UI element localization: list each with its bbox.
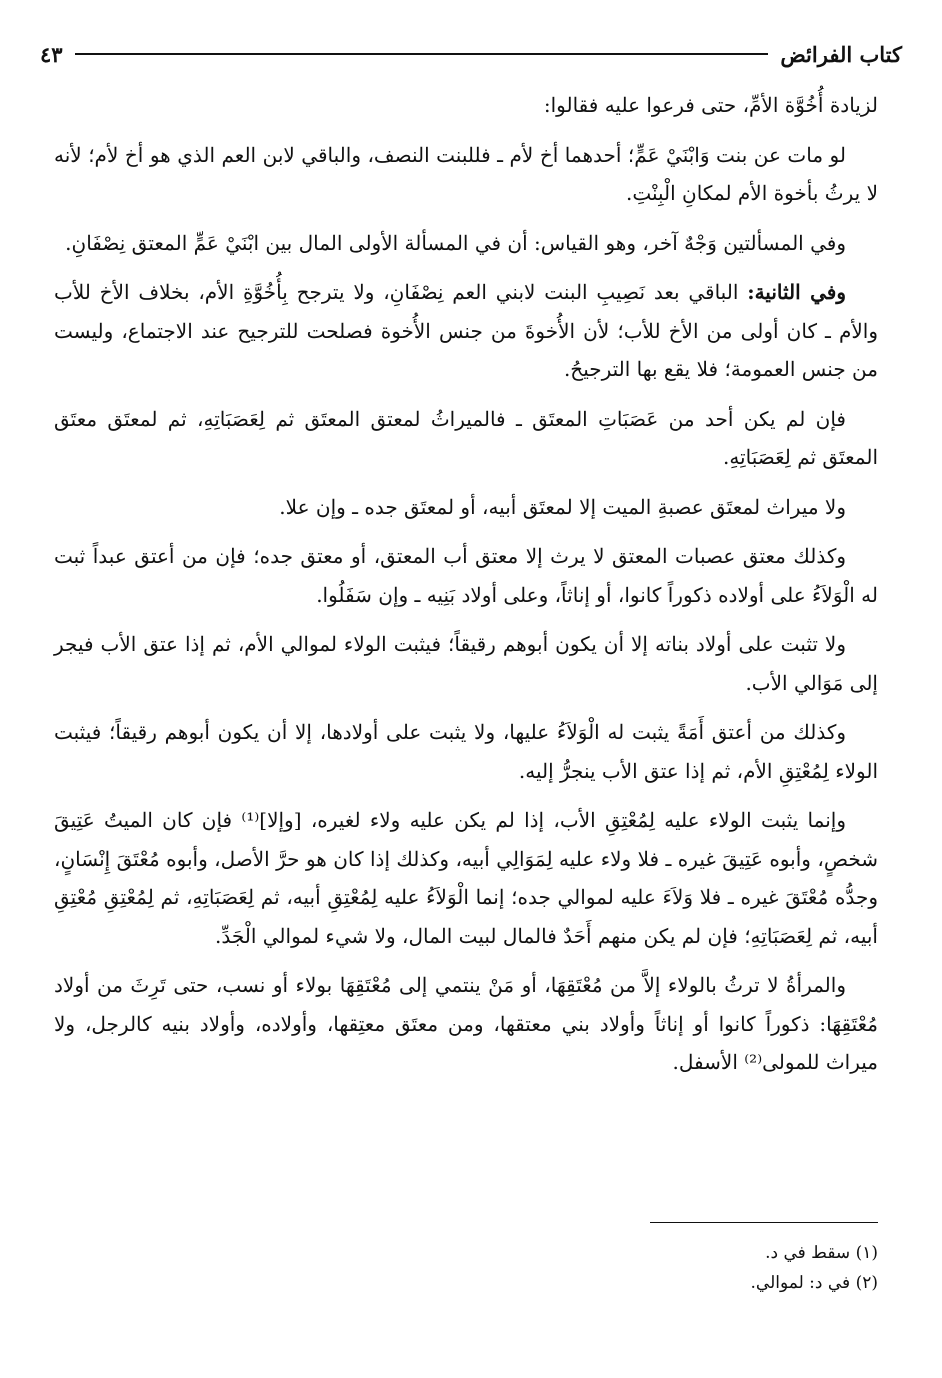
page-number: ٤٣ <box>40 41 63 67</box>
paragraph-7: وكذلك معتق عصبات المعتق لا يرث إلا معتق أب المعتق، أو معتق جده؛ فإن من أعتق عبداً ثبت له الْوَلاَءُ على أولاده ذكوراً كانوا، أو إناثاً، وعلى أولاد بَنِيه ـ وإن سَفَلُوا. <box>54 544 878 607</box>
paragraph-lead-word: وفي الثانية: <box>747 280 847 304</box>
body-text <box>54 86 878 1093</box>
page-header <box>40 34 902 74</box>
header-rule <box>75 53 769 55</box>
paragraph-3: وفي المسألتين وَجْهٌ آخر، وهو القياس: أن في المسألة الأولى المال بين ابْنَيْ عَمٍّ المعتق نِصْفَانِ. <box>65 230 846 255</box>
paragraph-9: وكذلك من أعتق أَمَةً يثبت له الْوَلاَءُ عليها، ولا يثبت على أولادها، إلا أن يكون أبوهم رقيقاً؛ فيثبت الولاء لِمُعْتِقِ الأم، ثم إذا عتق الأب ينجرُّ إليه. <box>54 720 878 783</box>
footnote-2: (٢) في د: لموالي. <box>750 1273 878 1293</box>
paragraph-11: والمرأةُ لا ترثُ بالولاء إلاَّ من مُعْتَقِهَا، أو مَنْ ينتمي إلى مُعْتَقِهَا بولاء أو نسب، حتى تَرِثَ من أولاد مُعْتَقِهَا: ذكوراً كانوا أو إناثاً وأولاد بني معتقها، ومن معتَق معتِقها، وأولاده، وأولاد بنيه كالرجل، ولا ميراث للمولى⁽²⁾ الأسفل. <box>54 973 878 1074</box>
footnote-1: (١) سقط في د. <box>765 1243 878 1263</box>
footnote-rule <box>650 1222 878 1223</box>
paragraph-2: لو مات عن بنت وَابْنَيْ عَمٍّ؛ أحدهما أخ لأم ـ فللبنت النصف، والباقي لابن العم الذي هو أخ لأم؛ لأنه لا يرثُ بأخوة الأم لمكانِ الْبِنْتِ. <box>54 142 878 205</box>
paragraph-4 <box>54 273 878 389</box>
footnotes <box>200 1238 878 1298</box>
running-title: كتاب الفرائض <box>780 41 902 67</box>
paragraph-8: ولا تثبت على أولاد بناته إلا أن يكون أبوهم رقيقاً؛ فيثبت الولاء لموالي الأم، ثم إذا عتق الأب فيجر إلى مَوَالي الأب. <box>54 632 878 695</box>
paragraph-4-text: الباقي بعد نَصِيبِ البنت لابني العم نِصْفَانِ، ولا يترجح بِأُخُوَّةِ الأم، بخلاف الأخ للأب والأم ـ كان أولى من الأخ للأب؛ لأن الأُخوةَ من جنس الأُخوة فصلحت للترجيح عند الاجتماع، وليست من جنس العمومة؛ فلا يقع بها الترجيحُ. <box>54 280 878 381</box>
paragraph-10: وإنما يثبت الولاء عليه لِمُعْتِقِ الأب، إذا لم يكن عليه ولاء لغيره، [وإلا]⁽¹⁾ فإن كان الميتُ عَتِيقَ شخصٍ، وأبوه عَتِيقَ غيره ـ فلا ولاء عليه لِمَوَالِي أبيه، وكذلك إذا كان هو حرَّ الأصل، وأبوه مُعْتَقَ إِنْسَانٍ، وجدُّه مُعْتَقَ غيره ـ فلا وَلاَءَ عليه لموالي جده؛ إنما الْوَلاَءُ عليه لِمُعْتِقِ أبيه، ثم لِعَصَبَاتِهِ، ثم لِمُعْتِقِ مُعْتِقِ أبيه، ثم لِعَصَبَاتِهِ؛ فإن لم يكن منهم أَحَدٌ فالمال لبيت المال، ولا شيء لموالي الْجَدِّ. <box>54 808 878 948</box>
paragraph-5: فإن لم يكن أحد من عَصَبَاتِ المعتَق ـ فالميراثُ لمعتق المعتَق ثم لِعَصَبَاتِهِ، ثم لمعتَق معتَق المعتَق ثم لِعَصَبَاتِهِ. <box>54 406 878 469</box>
paragraph-1: لزيادة أُخُوَّة الأمِّ، حتى فرعوا عليه فقالوا: <box>543 93 878 117</box>
paragraph-6: ولا ميراث لمعتَق عصبةِ الميت إلا لمعتَق أبيه، أو لمعتَق جده ـ وإن علا. <box>279 494 846 519</box>
